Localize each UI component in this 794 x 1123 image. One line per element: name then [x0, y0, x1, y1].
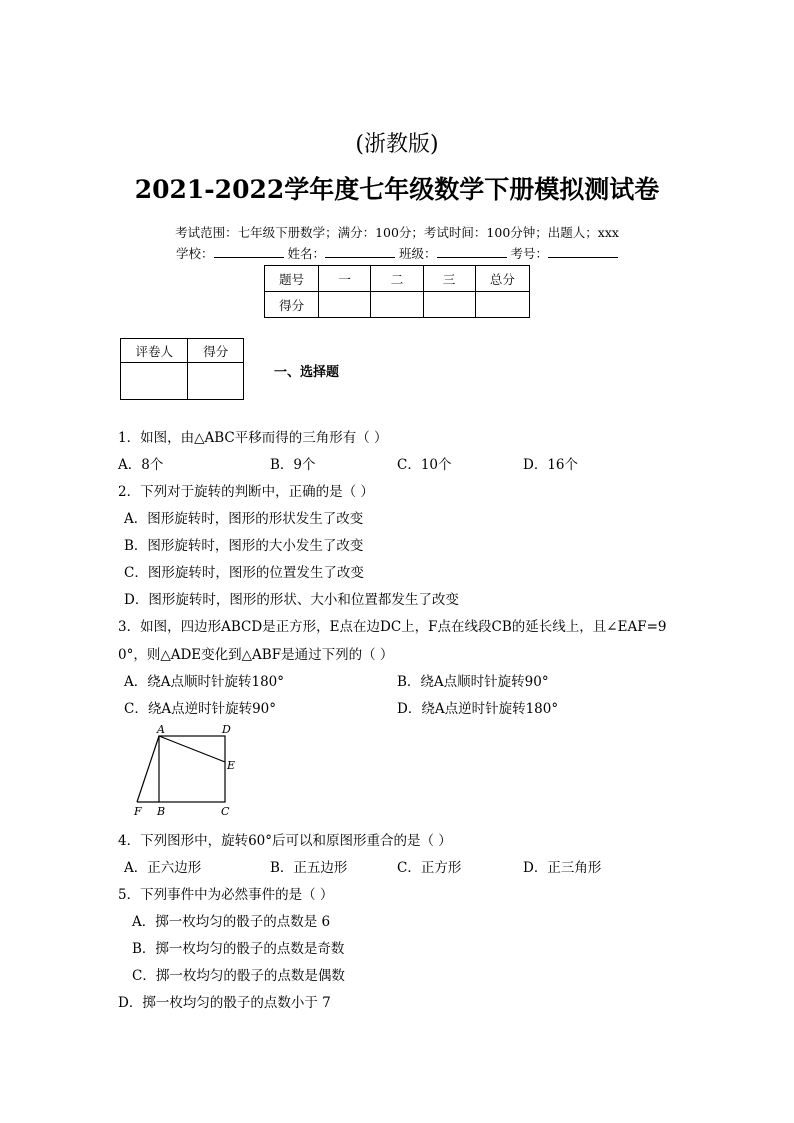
question-2-option-c[interactable]: C．图形旋转时，图形的位置发生了改变 — [124, 565, 364, 581]
score-cell[interactable] — [475, 292, 529, 318]
question-4-option-c[interactable]: C．正方形 — [397, 860, 462, 876]
question-4-option-d[interactable]: D．正三角形 — [523, 860, 602, 876]
question-1-option-d[interactable]: D．16个 — [523, 457, 579, 473]
exam-info: 考试范围：七年级下册数学；满分：100分；考试时间：100分钟；出题人；xxx — [175, 225, 619, 240]
school-blank[interactable] — [214, 245, 284, 258]
question-2-option-b[interactable]: B．图形旋转时，图形的大小发生了改变 — [124, 538, 364, 554]
question-1-option-a[interactable]: A．8个 — [118, 457, 164, 473]
score-table-header-row — [265, 266, 530, 292]
square-abcd — [159, 736, 225, 802]
grader-cell[interactable] — [121, 363, 188, 400]
label-b: B — [157, 805, 166, 818]
grader-table-header-row — [121, 339, 244, 363]
question-3-option-b[interactable]: B．绕A点顺时针旋转90° — [397, 674, 549, 690]
class-blank[interactable] — [437, 245, 507, 258]
score-table-header: 一 — [319, 266, 371, 292]
student-info-line — [0, 244, 794, 262]
section-title: 一、选择题 — [274, 365, 340, 380]
grader-table-row — [121, 363, 244, 400]
square-and-triangle-lines — [137, 736, 225, 802]
exam-number-label: 考号： — [510, 246, 548, 261]
school-label: 学校： — [175, 246, 214, 261]
exam-number-blank[interactable] — [548, 245, 618, 258]
label-e: E — [227, 759, 236, 772]
question-5-option-c[interactable]: C．掷一枚均匀的骰子的点数是偶数 — [132, 968, 345, 984]
question-2-option-d[interactable]: D．图形旋转时，图形的形状、大小和位置都发生了改变 — [124, 592, 459, 608]
grader-score-header: 得分 — [188, 339, 244, 363]
question-1-stem: 1．如图，由△ABC平移而得的三角形有（ ） — [118, 430, 388, 446]
class-label: 班级： — [398, 246, 437, 261]
question-5-option-b[interactable]: B．掷一枚均匀的骰子的点数是奇数 — [132, 941, 345, 957]
segment-ae — [159, 736, 225, 762]
score-cell[interactable] — [319, 292, 371, 318]
segment-af — [137, 736, 159, 802]
score-table-header: 二 — [371, 266, 423, 292]
label-a: A — [157, 723, 165, 736]
question-4-option-b[interactable]: B．正五边形 — [270, 860, 348, 876]
question-1-option-b[interactable]: B．9个 — [270, 457, 316, 473]
exam-subtitle: (浙教版) — [355, 132, 439, 157]
score-row-label: 得分 — [265, 292, 319, 318]
question-2-option-a[interactable]: A．图形旋转时，图形的形状发生了改变 — [124, 511, 364, 527]
grader-table — [120, 338, 244, 400]
label-d: D — [222, 723, 231, 736]
question-5-option-d[interactable]: D．掷一枚均匀的骰子的点数小于 7 — [118, 995, 331, 1011]
question-2-stem: 2．下列对于旋转的判断中，正确的是（ ） — [118, 484, 374, 500]
score-table-header: 题号 — [265, 266, 319, 292]
question-3-option-d[interactable]: D．绕A点逆时针旋转180° — [397, 701, 559, 717]
question-3-stem-line1: 3．如图，四边形ABCD是正方形，E点在边DC上，F点在线段CB的延长线上，且∠EAF=9 — [118, 619, 667, 635]
score-table — [264, 265, 530, 318]
grader-score-cell[interactable] — [188, 363, 244, 400]
exam-title: 2021-2022学年度七年级数学下册模拟测试卷 — [134, 175, 660, 204]
score-table-header: 总分 — [475, 266, 529, 292]
question-3-option-a[interactable]: A．绕A点顺时针旋转180° — [124, 674, 285, 690]
score-table-header: 三 — [423, 266, 475, 292]
label-c: C — [221, 805, 230, 818]
question-4-stem: 4．下列图形中，旋转60°后可以和原图形重合的是（ ） — [118, 833, 452, 849]
score-cell[interactable] — [423, 292, 475, 318]
question-5-stem: 5．下列事件中为必然事件的是（ ） — [118, 887, 334, 903]
question-3-option-c[interactable]: C．绕A点逆时针旋转90° — [124, 701, 277, 717]
score-table-score-row — [265, 292, 530, 318]
question-1-option-c[interactable]: C．10个 — [397, 457, 452, 473]
question-3-stem-line2: 0°，则△ADE变化到△ABF是通过下列的（ ） — [118, 647, 394, 663]
label-f: F — [134, 805, 142, 818]
question-3-figure — [128, 722, 248, 822]
grader-header: 评卷人 — [121, 339, 188, 363]
score-cell[interactable] — [371, 292, 423, 318]
name-blank[interactable] — [325, 245, 395, 258]
question-4-option-a[interactable]: A．正六边形 — [124, 860, 202, 876]
name-label: 姓名： — [287, 246, 325, 261]
question-5-option-a[interactable]: A．掷一枚均匀的骰子的点数是 6 — [132, 914, 331, 930]
